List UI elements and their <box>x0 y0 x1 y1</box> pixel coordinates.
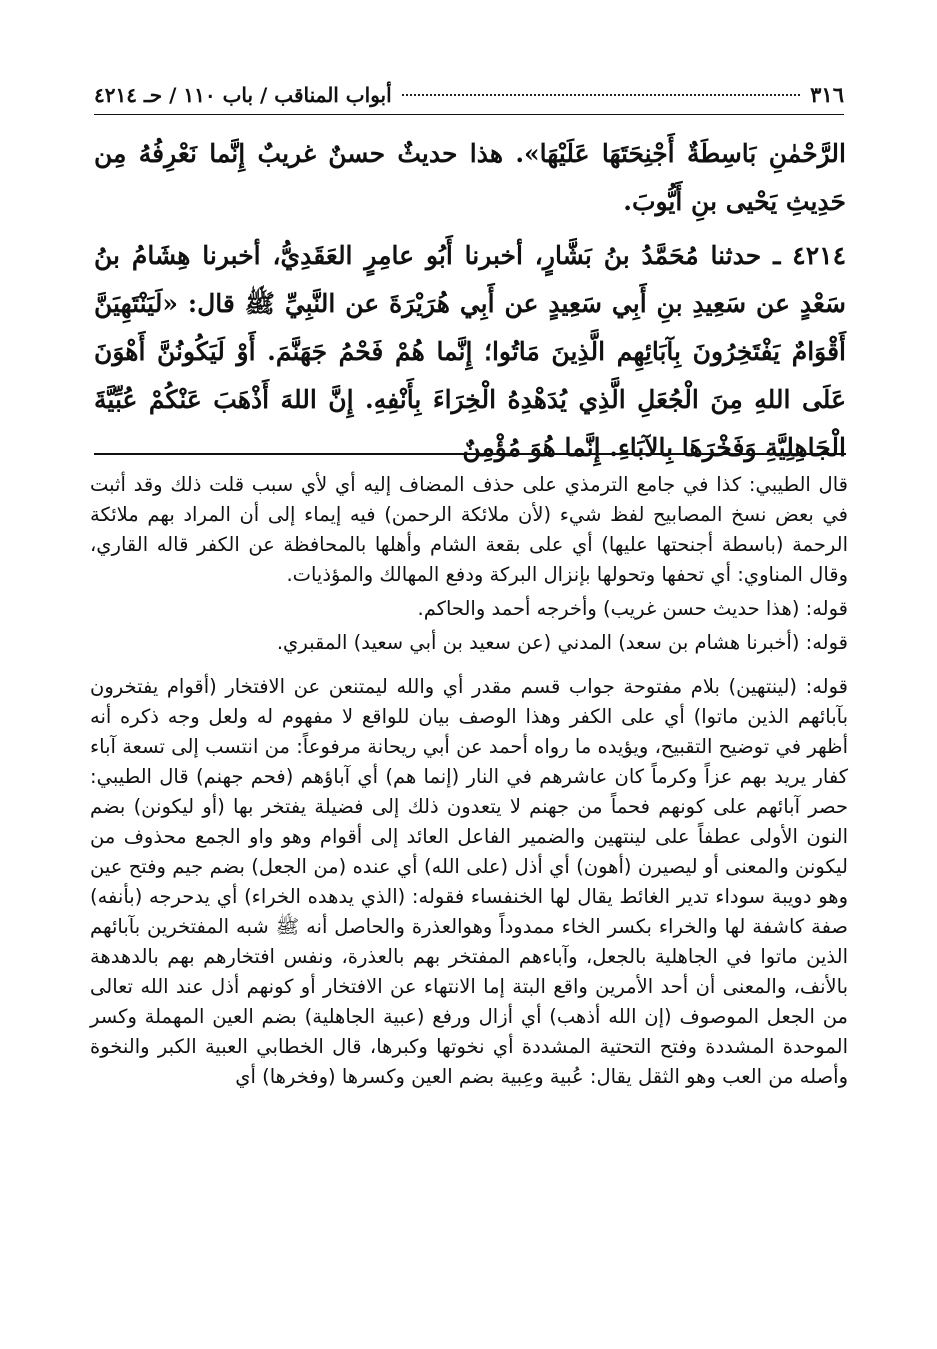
main-paragraph-1: الرَّحْمٰنِ بَاسِطَةٌ أَجْنِحَتَهَا عَلَيْهَا». هذا حديثٌ حسنٌ غريبٌ إِنَّما نَعْرِفُهُ مِن حَدِيثِ يَحْيى بنِ أَيُّوبَ. <box>94 139 846 216</box>
header-rule <box>94 114 844 115</box>
commentary-paragraph-4: قوله: (لينتهين) بلام مفتوحة جواب قسم مقدر أي والله ليمتنعن عن الافتخار (أقوام يفتخرون بآبائهم الذين ماتوا) أي على الكفر وهذا الوصف بيان للواقع لا مفهوم له ولعل وجه ذكره أنه أظهر في توضيح التقبيح، ويؤيده ما رواه أحمد عن أبي ريحانة مرفوعاً: من انتسب إلى تسعة آباء كفار يريد بهم عزاً وكرماً كان عاشرهم في النار (إنما هم) أي آباؤهم (فحم جهنم) قال الطيبي: حصر آبائهم على كونهم فحماً من جهنم لا يتعدون ذلك إلى فضيلة يفتخر بها (أو ليكونن) بضم النون الأولى عطفاً على لينتهين والضمير الفاعل العائد إلى أقوام وهو واو الجمع محذوف من ليكونن والمعنى أو ليصيرن (أهون) أي أذل (على الله) أي عنده (من الجعل) بضم جيم وفتح عين وهو دويبة سوداء تدير الغائط يقال لها الخنفساء فقوله: (الذي يدهده الخراء) أي يدحرجه (بأنفه) صفة كاشفة لها والخراء بكسر الخاء ممدوداً وهوالعذرة والحاصل أنه ﷺ شبه المفتخرين بآبائهم الذين ماتوا في الجاهلية بالجعل، وآباءهم المفتخر بهم بالعذرة، ونفس افتخارهم بهم بالدهدهة بالأنف، والمعنى أن أحد الأمرين واقع البتة إما الانتهاء عن الافتخار أو كونهم أذل عند الله تعالى من الجعل الموصوف (إن الله أذهب) أي أزال ورفع (عبية الجاهلية) بضم العين المهملة وكسر الموحدة المشددة وفتح التحتية المشددة أي نخوتها وكبرها، قال الخطابي العبية الكبر والنخوة وأصله من العب وهو الثقل يقال: عُبية وعِبية بضم العين وكسرها (وفخرها) أي <box>90 675 848 1088</box>
commentary-section <box>90 470 848 1096</box>
footnote-separator <box>94 453 846 455</box>
commentary-paragraph-2: قوله: (هذا حديث حسن غريب) وأخرجه أحمد والحاكم. <box>417 597 848 620</box>
main-text <box>94 130 846 472</box>
commentary-paragraph-1: قال الطيبي: كذا في جامع الترمذي على حذف المضاف إليه أي لأي سبب قلت ذلك وقد أثبت في بعض نسخ المصابيح لفظ شيء (لأن ملائكة الرحمن) فيه إيماء إلى أن المراد بهم ملائكة الرحمة (باسطة أجنحتها عليها) أي على بقعة الشام وأهلها بالمحافظة عن الكفر قاله القاري، وقال المناوي: أي تحفها وتحولها بإنزال البركة ودفع المهالك والمؤذيات. <box>90 473 848 586</box>
page-number: ٣١٦ <box>810 82 844 107</box>
running-header <box>94 82 844 112</box>
hadith-text: ـ حدثنا مُحَمَّدُ بنُ بَشَّارٍ، أخبرنا أَبُو عامِرٍ العَقَدِيُّ، أخبرنا هِشَامُ بنُ سَعْدٍ عن سَعِيدِ بنِ أَبِي سَعِيدٍ عن أَبِي هُرَيْرَةَ عن النَّبِيِّ ﷺ قال: «لَيَنْتَهِيَنَّ أَقْوَامٌ يَفْتَخِرُونَ بِآبَائِهِم الَّذِينَ مَاتُوا؛ إِنَّما هُمْ فَحْمُ جَهَنَّمَ. أَوْ لَيَكُونُنَّ أَهْوَنَ عَلَى اللهِ مِنَ الْجُعَلِ الَّذِي يُدَهْدِهُ الْخِرَاءَ بِأَنْفِهِ. إِنَّ اللهَ أَذْهَبَ عَنْكُمْ عُبِّيَّةَ الْجَاهِلِيَّةِ وَفَخْرَهَا بِالآبَاءِ. إِنَّما هُوَ مُؤْمِنٌ <box>94 241 846 462</box>
hadith-paragraph <box>94 232 846 472</box>
header-dot-leader <box>402 94 801 96</box>
hadith-number: ٤٢١٤ <box>792 241 846 270</box>
commentary-paragraph-3: قوله: (أخبرنا هشام بن سعد) المدني (عن سعيد بن أبي سعيد) المقبري. <box>276 631 848 654</box>
header-title: أبواب المناقب / باب ١١٠ / حـ ٤٢١٤ <box>94 83 392 107</box>
